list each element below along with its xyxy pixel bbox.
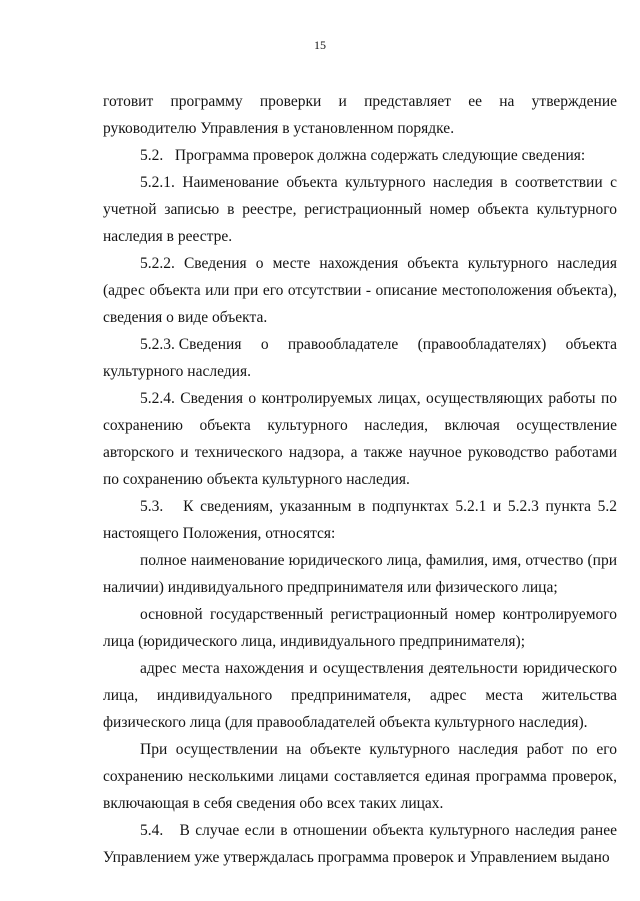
- paragraph-5-2-4: 5.2.4. Сведения о контролируемых лицах, осуществляющих работы по сохранению объекта культурного наследия, включая осуществление авторского и технического надзора, а также научное руководство работами по сохранению объекта культурного наследия.: [103, 390, 617, 488]
- paragraph: При осуществлении на объекте культурного наследия работ по его сохранению несколькими лицами составляется единая программа проверок, включающая в себя сведения обо всех таких лицах.: [103, 741, 617, 812]
- paragraph-5-2: 5.2. Программа проверок должна содержать следующие сведения:: [140, 147, 586, 164]
- paragraph-5-3: 5.3. К сведениям, указанным в подпунктах 5.2.1 и 5.2.3 пункта 5.2 настоящего Положения, относятся:: [103, 498, 617, 542]
- word: (правообладателях): [417, 336, 547, 353]
- word: о: [260, 336, 269, 353]
- paragraph-item: адрес места нахождения и осуществления деятельности юридического лица, индивидуального предпринимателя, адрес места жительства физического лица (для правообладателей объекта культурного наследия).: [103, 660, 617, 731]
- paragraph-5-2-3-end: культурного наследия.: [103, 363, 251, 380]
- word: 5.2.3. Сведения: [140, 336, 242, 353]
- word: объекта: [565, 336, 617, 353]
- paragraph-5-2-2: 5.2.2. Сведения о месте нахождения объекта культурного наследия (адрес объекта или при его отсутствии - описание местоположения объекта), сведения о виде объекта.: [103, 255, 617, 326]
- paragraph-item: полное наименование юридического лица, фамилия, имя, отчество (при наличии) индивидуального предпринимателя или физического лица;: [103, 552, 617, 596]
- paragraph-item: основной государственный регистрационный номер контролируемого лица (юридического лица, индивидуального предпринимателя);: [103, 606, 617, 650]
- document-body: [103, 88, 617, 871]
- paragraph-5-2-1: 5.2.1. Наименование объекта культурного наследия в соответствии с учетной записью в реестре, регистрационный номер объекта культурного наследия в реестре.: [103, 174, 617, 245]
- page-number: 15: [314, 38, 326, 52]
- paragraph-5-2-3-line: [103, 331, 617, 358]
- paragraph-5-4: 5.4. В случае если в отношении объекта культурного наследия ранее Управлением уже утверждалась программа проверок и Управлением выдано: [103, 822, 617, 866]
- paragraph: готовит программу проверки и представляет ее на утверждение руководителю Управления в установленном порядке.: [103, 93, 617, 137]
- word: правообладателе: [287, 336, 399, 353]
